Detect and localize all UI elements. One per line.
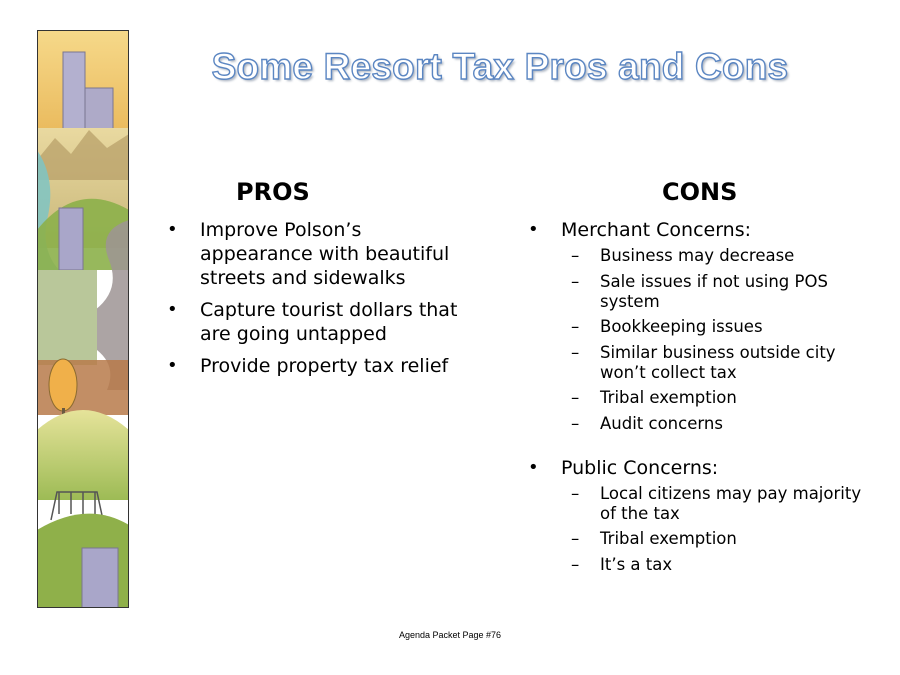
- art-building-mid: [59, 208, 83, 270]
- page-footer: Agenda Packet Page #76: [398, 630, 502, 640]
- art-meadow: [37, 410, 129, 500]
- cons-sub-item-text: Sale issues if not using POS system: [600, 271, 828, 311]
- art-sage-band: [37, 270, 97, 365]
- art-building-top: [63, 52, 85, 132]
- dash-marker: –: [571, 388, 580, 407]
- art-building-bottom: [82, 548, 118, 608]
- dash-marker: –: [571, 246, 580, 265]
- pros-item: [165, 354, 465, 378]
- pros-item-text: Capture tourist dollars that are going untapped: [200, 299, 458, 345]
- cons-sub-item-text: Bookkeeping issues: [600, 317, 763, 336]
- cons-sub-item: [561, 343, 866, 383]
- slide-title: Some Resort Tax Pros and Cons: [211, 46, 789, 87]
- art-building-top-annex: [85, 88, 113, 132]
- pros-item-text: Improve Polson’s appearance with beautiful streets and sidewalks: [200, 219, 450, 289]
- cons-sub-item: [561, 317, 866, 337]
- cons-sub-item: [561, 414, 866, 434]
- dash-marker: –: [571, 271, 580, 291]
- pros-list: [165, 218, 465, 386]
- bullet-marker: •: [528, 456, 539, 478]
- bullet-marker: •: [167, 355, 178, 376]
- cons-sub-item: [561, 246, 866, 266]
- bullet-marker: •: [528, 219, 539, 240]
- cons-list: [526, 218, 866, 583]
- bullet-marker: •: [167, 299, 178, 320]
- dash-marker: –: [571, 317, 580, 336]
- cons-sub-item: [561, 484, 866, 524]
- cons-sub-item-text: Local citizens may pay majority of the tax: [600, 483, 862, 523]
- dash-marker: –: [571, 483, 580, 503]
- cons-group-label: Public Concerns:: [561, 456, 719, 479]
- cons-sublist: [561, 246, 866, 434]
- cons-sub-item: [561, 529, 866, 549]
- cons-sub-item: [561, 388, 866, 408]
- pros-item: [165, 218, 465, 290]
- cons-group-label: Merchant Concerns:: [561, 219, 752, 241]
- cons-group-public: [526, 456, 866, 575]
- cons-sub-item-text: Tribal exemption: [600, 529, 737, 548]
- dash-marker: –: [571, 529, 580, 548]
- cons-group-merchant: [526, 218, 866, 434]
- cons-sublist: [561, 484, 866, 575]
- cons-sub-item: [561, 272, 866, 312]
- dash-marker: –: [571, 554, 580, 574]
- cons-sub-item-text: Tribal exemption: [600, 388, 737, 407]
- pros-item: [165, 298, 465, 346]
- cons-sub-item: [561, 555, 866, 575]
- decorative-town-illustration: [37, 30, 129, 608]
- bullet-marker: •: [167, 219, 178, 240]
- pros-item-text: Provide property tax relief: [200, 355, 449, 377]
- dash-marker: –: [571, 413, 580, 433]
- cons-heading: CONS: [662, 178, 738, 206]
- cons-sub-item-text: Similar business outside city won’t collect tax: [600, 342, 836, 382]
- cons-sub-item-text: It’s a tax: [600, 554, 673, 574]
- cons-sub-item-text: Business may decrease: [600, 246, 795, 265]
- dash-marker: –: [571, 342, 580, 362]
- pros-heading: PROS: [236, 178, 310, 206]
- art-tree-canopy: [49, 359, 77, 411]
- cons-sub-item-text: Audit concerns: [600, 413, 723, 433]
